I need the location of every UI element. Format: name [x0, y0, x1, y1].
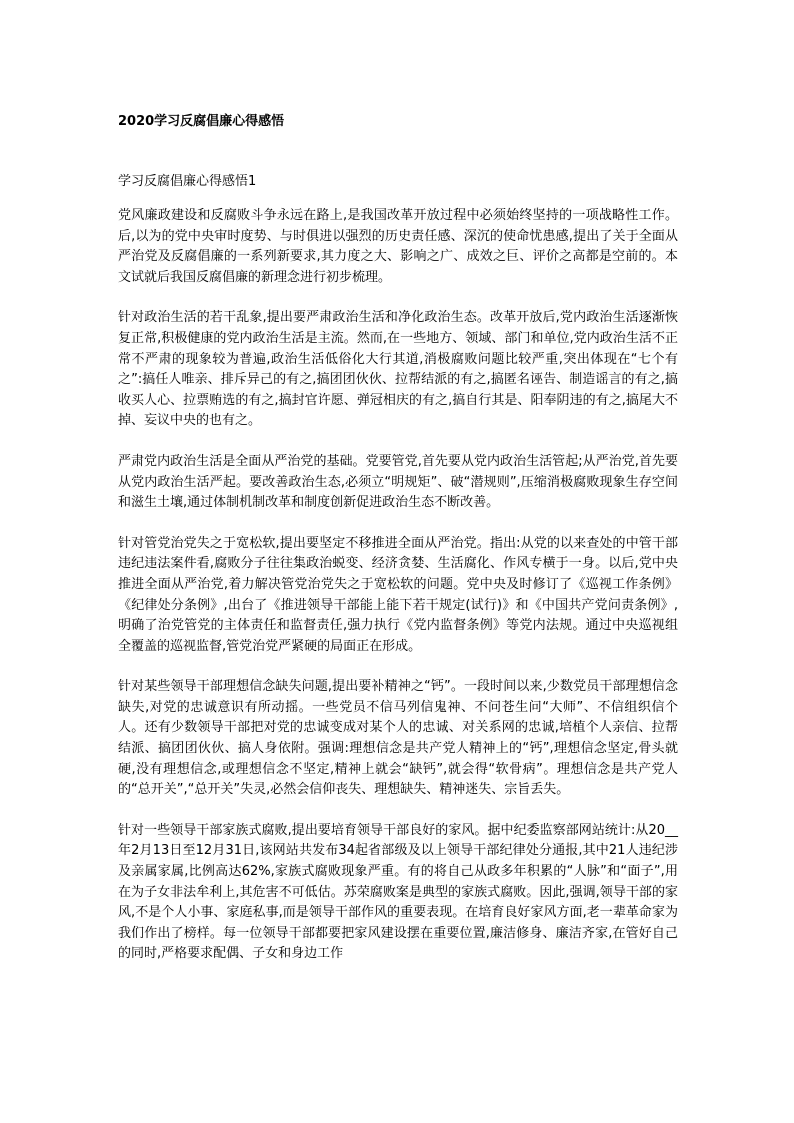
paragraph-5: 针对某些领导干部理想信念缺失问题,提出要补精神之“钙”。一段时间以来,少数党员干部理想信念缺失,对党的忠诚意识有所动摇。一些党员不信马列信鬼神、不问苍生问“大师”、不信组织信个人。还有少数领导干部把对党的忠诚变成对某个人的忠诚、对关系网的忠诚,培植个人亲信、拉帮结派、搞团团伙伙、搞人身依附。强调:理想信念是共产党人精神上的“钙”,理想信念坚定,骨头就硬,没有理想信念,或理想信念不坚定,精神上就会“缺钙”,就会得“软骨病”。理想信念是共产党人的“总开关”,“总开关”失灵,必然会信仰丧失、理想缺失、精神迷失、宗旨丢失。 [118, 679, 678, 798]
paragraph-4: 针对管党治党失之于宽松软,提出要坚定不移推进全面从严治党。指出:从党的以来查处的中管干部违纪违法案件看,腐败分子往往集政治蜕变、经济贪婪、生活腐化、作风专横于一身。以后,党中央推进全面从严治党,着力解决管党治党失之于宽松软的问题。党中央及时修订了《巡视工作条例》《纪律处分条例》,出台了《推进领导干部能上能下若干规定(试行)》和《中国共产党问责条例》,明确了治党管党的主体责任和监督责任,强力执行《党内监督条例》等党内法规。通过中央巡视组全覆盖的巡视监督,管党治党严紧硬的局面正在形成。 [118, 535, 678, 654]
paragraph-3: 严肃党内政治生活是全面从严治党的基础。党要管党,首先要从党内政治生活管起;从严治党,首先要从党内政治生活严起。要改善政治生态,必须立“明规矩”、破“潜规则”,压缩消极腐败现象生存空间和滋生土壤,通过体制机制改革和制度创新促进政治生态不断改善。 [118, 453, 678, 511]
document-page [118, 112, 678, 985]
paragraph-1: 党风廉政建设和反腐败斗争永远在路上,是我国改革开放过程中必须始终坚持的一项战略性工作。后,以为的党中央审时度势、与时俱进以强烈的历史责任感、深沉的使命忧患感,提出了关于全面从严治党及反腐倡廉的一系列新要求,其力度之大、影响之广、成效之巨、评价之高都是空前的。本文试就后我国反腐倡廉的新理念进行初步梳理。 [118, 208, 678, 285]
paragraph-6: 针对一些领导干部家族式腐败,提出要培育领导干部良好的家风。据中纪委监察部网站统计:从20__年2月13日至12月31日,该网站共发布34起省部级及以上领导干部纪律处分通报,其中21人违纪涉及亲属家属,比例高达62%,家族式腐败现象严重。有的将自己从政多年积累的“人脉”和“面子”,用在为子女非法牟利上,其危害不可低估。苏荣腐败案是典型的家族式腐败。因此,强调,领导干部的家风,不是个人小事、家庭私事,而是领导干部作风的重要表现。在培育良好家风方面,老一辈革命家为我们作出了榜样。每一位领导干部都要把家风建设摆在重要位置,廉洁修身、廉洁齐家,在管好自己的同时,严格要求配偶、子女和身边工作 [118, 822, 678, 962]
paragraph-2: 针对政治生活的若干乱象,提出要严肃政治生活和净化政治生态。改革开放后,党内政治生活逐渐恢复正常,积极健康的党内政治生活是主流。然而,在一些地方、领域、部门和单位,党内政治生活不正常不严肃的现象较为普遍,政治生活低俗化大行其道,消极腐败问题比较严重,突出体现在“七个有之”:搞任人唯亲、排斥异己的有之,搞团团伙伙、拉帮结派的有之,搞匿名诬告、制造谣言的有之,搞收买人心、拉票贿选的有之,搞封官许愿、弹冠相庆的有之,搞自行其是、阳奉阴违的有之,搞尾大不掉、妄议中央的也有之。 [118, 310, 678, 429]
document-title: 2020学习反腐倡廉心得感悟 [118, 114, 285, 129]
section-heading: 学习反腐倡廉心得感悟1 [118, 174, 257, 189]
